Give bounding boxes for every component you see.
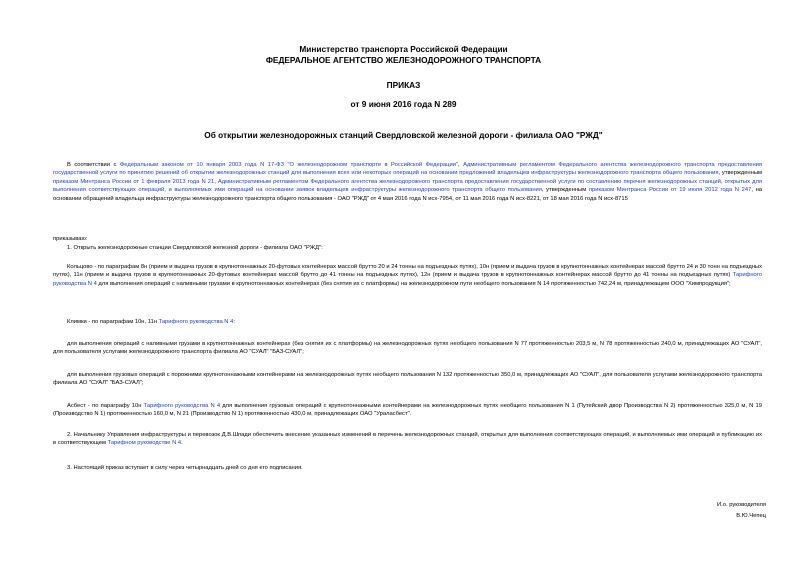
document-title: Об открытии железнодорожных станций Свердловской железной дороги - филиала ОАО "РЖД" — [204, 130, 603, 140]
klimki-paragraph — [53, 318, 762, 326]
koltsovo-paragraph — [53, 263, 762, 288]
item-2-text: 2. Начальнику Управления инфраструктуры и перевозок Д.В.Шпади обеспечить внесение указанных изменений в перечень железнодорожных станций, открытых для выполнения соответствующих операций, и выполняемых ими операций и публикацию их в соответствующем — [53, 432, 762, 447]
preamble-text-3: , утвержденным — [718, 170, 762, 177]
order-21-link[interactable]: приказом Минтранса России от 1 февраля 2013 года N 21 — [53, 178, 215, 185]
agency-name: ФЕДЕРАЛЬНОЕ АГЕНТСТВО ЖЕЛЕЗНОДОРОЖНОГО ТРАНСПОРТА — [265, 55, 542, 65]
order-word: приказываю: — [53, 236, 88, 242]
regulation-2-link[interactable]: Административным регламентом Федерального агентства железнодорожного транспорта предоставления государственной услуги по составлению перечня железнодорожных станций, открытых для выполнения соответствующих операций, и выполняемых ими операций на основании заявок владельцев инфраструктуры железнодорожного транспорта общего пользования — [53, 178, 762, 194]
asbest-text-end: для выполнения грузовых операций с крупнотоннажными контейнерами на железнодорожных путях необщего пользования N 1 (Путейский двор Производства N 2) протяженностью 325,0 м, N 19 (Производство N 1) протяженностью 160,0 м, N 21 (Производство N 1) протяженностью 430,0 м, принадлежащих ОАО "Ураласбест". — [53, 403, 762, 418]
asbest-text: Асбест - по параграфу 10н — [67, 403, 144, 409]
preamble-text-5: , утвержденным — [541, 187, 589, 194]
regulation-1-link[interactable]: Административным регламентом Федерального агентства железнодорожного транспорта предоставления государственной услуги по принятию решений об открытии железнодорожных станций для выполнения всех или некоторых операций на основании предложений владельцев инфраструктуры железнодорожного транспорта общего пользования — [53, 162, 763, 177]
tariff-guide-link[interactable]: Тарифного руководства N 4 — [53, 272, 762, 287]
preamble-text-2: , — [458, 162, 464, 168]
koltsovo-text-end: для выполнения операций с наливными грузами в крупнотоннажных контейнерах (без снятия их с платформы) на железнодорожном пути необщего пользования N 14 протяженностью 742,24 м, принадлежащем ООО "Химпродукция"; — [96, 280, 731, 287]
tariff-guide-link[interactable]: Тарифном руководстве N 4 — [107, 440, 182, 447]
signer-name: В.Ю.Чепец — [736, 512, 766, 519]
asbest-paragraph — [53, 402, 762, 419]
document-date-number: от 9 июня 2016 года N 289 — [350, 99, 457, 109]
federal-law-link[interactable]: Федеральным законом от 10 января 2003 года N 17-ФЗ "О железнодорожном транспорте в Российской Федерации" — [119, 162, 458, 168]
preamble-text-6: , на основании обращений владельца инфраструктуры железнодорожного транспорта общего пользования - ОАО "РЖД" от 4 мая 2016 года N исх-7954, от 11 мая 2016 года N исх-8221, от 18 мая 2016 года N исх-8715 — [53, 187, 762, 202]
preamble-text-1: В соответствии с — [67, 162, 120, 168]
preamble-text-4: , — [214, 178, 218, 185]
klimki-text: Климки - по параграфам 10н, 11н — [67, 319, 159, 325]
signer-position: И.о. руководителя — [717, 502, 766, 508]
empty-containers-paragraph: для выполнения грузовых операций с порожними крупнотоннажными контейнерами на железнодорожных путях необщего пользования N 132 протяженностью 350,0 м, принадлежащих АО "СУАЛ", для пользователя услугами железнодорожного транспорта филиала АО "СУАЛ" "БАЗ-СУАЛ"; — [53, 372, 762, 387]
signature-block — [717, 500, 766, 521]
order-247-link[interactable]: приказом Минтранса России от 19 июля 2012 года N 247 — [588, 187, 752, 194]
ministry-name: Министерство транспорта Российской Федерации — [299, 44, 508, 54]
liquid-cargo-paragraph: для выполнения операций с наливными грузами в крупнотоннажных контейнерах (без снятия их с платформы) на железнодорожных путях необщего пользования N 77 протяженностью 203,5 м, N 78 протяженностью 240,0 м, принадлежащих АО "СУАЛ", для пользователя услугами железнодорожного транспорта филиала АО "СУАЛ" "БАЗ-СУАЛ"; — [53, 341, 762, 356]
document-type: ПРИКАЗ — [386, 80, 421, 90]
tariff-guide-link[interactable]: Тарифного руководства N 4 — [158, 319, 234, 325]
klimki-text-end: : — [233, 319, 235, 325]
item-2 — [53, 431, 762, 448]
preamble-paragraph — [53, 161, 762, 203]
item-2-text-end: . — [181, 440, 183, 447]
item-1: 1. Открыть железнодорожные станции Свердловской железной дороги - филиала ОАО "РЖД": — [67, 245, 323, 251]
item-3: 3. Настоящий приказ вступает в силу через четырнадцать дней со дня его подписания. — [67, 465, 303, 471]
koltsovo-text: Кольцово - по параграфам 8н (прием и выдача грузов в крупнотоннажных 20-футовых контейнерах массой брутто 20 и 24 тонны на подъездных путях), 10н (прием и выдача грузов в крупнотоннажных контейнерах массой брутто 24 и 30 тонн на подъездных путях), 11н (прием и выдача грузов в крупнотоннажных 20-футовых контейнерах массой брутто до 41 тонны на подъездных путях), 12н (прием и выдача грузов в крупнотоннажных контейнерах массой брутто до 41 тонны на подъездных путях) — [53, 264, 762, 279]
tariff-guide-link[interactable]: Тарифного руководства N 4 — [143, 403, 221, 409]
